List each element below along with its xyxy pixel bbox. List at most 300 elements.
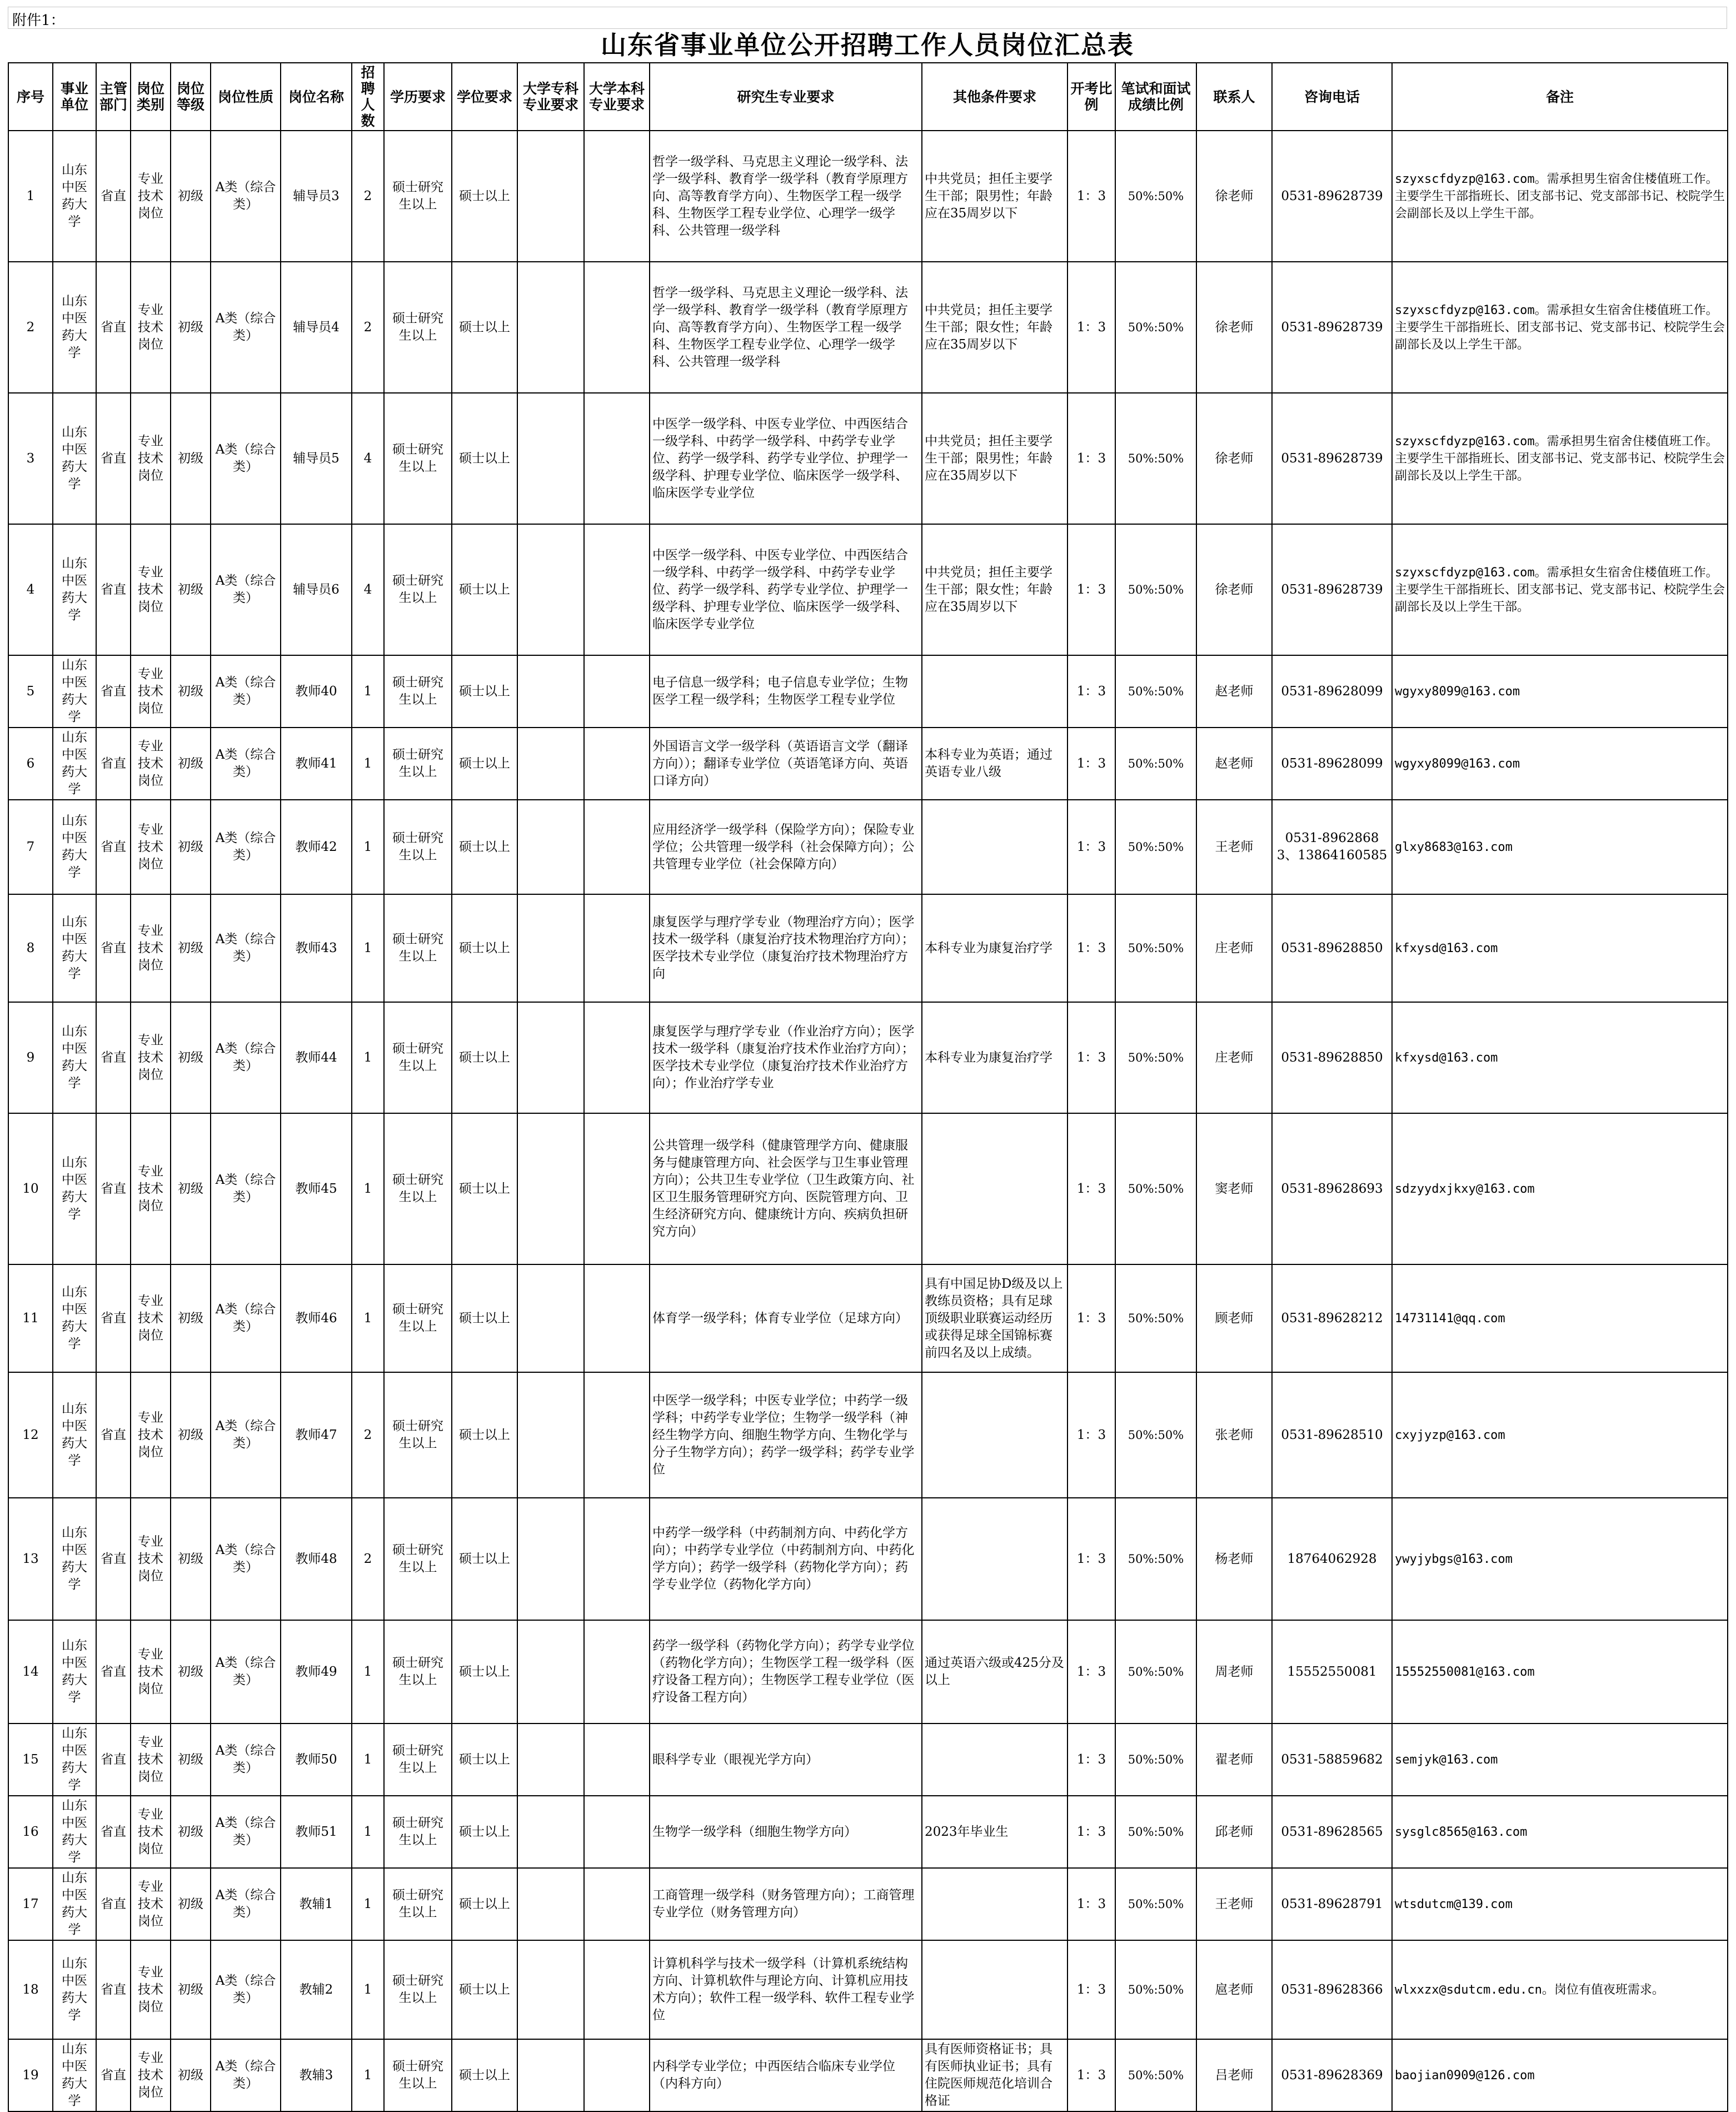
- cell-unit: 山东中医药大学: [53, 524, 96, 655]
- cell-phone: 18764062928: [1272, 1498, 1392, 1620]
- cell-dept: 省直: [96, 1620, 131, 1724]
- cell-college-major: [517, 1620, 584, 1724]
- cell-post-name: 教师41: [281, 728, 352, 800]
- cell-bachelor-major: [584, 1724, 650, 1796]
- cell-contact: 赵老师: [1196, 655, 1272, 728]
- cell-bachelor-major: [584, 393, 650, 524]
- cell-unit: 山东中医药大学: [53, 1113, 96, 1264]
- cell-score-ratio: 50%:50%: [1115, 1796, 1196, 1868]
- cell-count: 1: [352, 1264, 384, 1372]
- cell-contact: 徐老师: [1196, 524, 1272, 655]
- cell-contact: 窦老师: [1196, 1113, 1272, 1264]
- cell-dept: 省直: [96, 1113, 131, 1264]
- cell-degree: 硕士以上: [452, 1868, 517, 1940]
- cell-contact: 翟老师: [1196, 1724, 1272, 1796]
- cell-college-major: [517, 1498, 584, 1620]
- cell-exam-ratio: 1：3: [1067, 728, 1115, 800]
- cell-nature: A类（综合类）: [211, 1498, 281, 1620]
- cell-phone: 0531-89628739: [1272, 131, 1392, 262]
- cell-education: 硕士研究生以上: [384, 1002, 452, 1113]
- cell-category: 专业技术岗位: [131, 1620, 171, 1724]
- cell-count: 1: [352, 1620, 384, 1724]
- cell-score-ratio: 50%:50%: [1115, 800, 1196, 894]
- cell-category: 专业技术岗位: [131, 894, 171, 1002]
- cell-education: 硕士研究生以上: [384, 1620, 452, 1724]
- cell-unit: 山东中医药大学: [53, 1264, 96, 1372]
- cell-count: 1: [352, 1002, 384, 1113]
- cell-college-major: [517, 393, 584, 524]
- cell-phone: 15552550081: [1272, 1620, 1392, 1724]
- cell-serial: 2: [8, 262, 53, 393]
- cell-phone: 0531-89628693: [1272, 1113, 1392, 1264]
- cell-category: 专业技术岗位: [131, 1796, 171, 1868]
- cell-other-conditions: [922, 800, 1067, 894]
- column-header: 岗位等级: [171, 63, 211, 131]
- cell-score-ratio: 50%:50%: [1115, 524, 1196, 655]
- cell-contact: 庄老师: [1196, 894, 1272, 1002]
- table-row: [8, 1002, 1728, 1113]
- cell-score-ratio: 50%:50%: [1115, 1498, 1196, 1620]
- cell-graduate-major: 康复医学与理疗学专业（作业治疗方向）；医学技术一级学科（康复治疗技术作业治疗方向）；医学技术专业学位（康复治疗技术作业治疗方向）；作业治疗学专业: [650, 1002, 922, 1113]
- cell-degree: 硕士以上: [452, 1372, 517, 1498]
- header-row: [8, 63, 1728, 131]
- cell-nature: A类（综合类）: [211, 800, 281, 894]
- cell-post-name: 教师43: [281, 894, 352, 1002]
- cell-contact: 邱老师: [1196, 1796, 1272, 1868]
- cell-bachelor-major: [584, 1372, 650, 1498]
- cell-education: 硕士研究生以上: [384, 131, 452, 262]
- cell-other-conditions: [922, 1113, 1067, 1264]
- cell-degree: 硕士以上: [452, 1796, 517, 1868]
- cell-nature: A类（综合类）: [211, 1113, 281, 1264]
- cell-phone: 0531-89628739: [1272, 393, 1392, 524]
- cell-other-conditions: 具有中国足协D级及以上教练员资格；具有足球顶级职业联赛运动经历或获得足球全国锦标赛前四名及以上成绩。: [922, 1264, 1067, 1372]
- cell-category: 专业技术岗位: [131, 1498, 171, 1620]
- cell-serial: 10: [8, 1113, 53, 1264]
- cell-degree: 硕士以上: [452, 393, 517, 524]
- cell-graduate-major: 哲学一级学科、马克思主义理论一级学科、法学一级学科、教育学一级学科（教育学原理方向、高等教育学方向）、生物医学工程一级学科、生物医学工程专业学位、心理学一级学科、公共管理一级学科: [650, 262, 922, 393]
- cell-level: 初级: [171, 524, 211, 655]
- cell-score-ratio: 50%:50%: [1115, 262, 1196, 393]
- table-row: [8, 2039, 1728, 2111]
- cell-contact: 庄老师: [1196, 1002, 1272, 1113]
- cell-dept: 省直: [96, 1372, 131, 1498]
- cell-score-ratio: 50%:50%: [1115, 728, 1196, 800]
- cell-graduate-major: 体育学一级学科；体育专业学位（足球方向）: [650, 1264, 922, 1372]
- cell-count: 1: [352, 1940, 384, 2039]
- cell-level: 初级: [171, 1940, 211, 2039]
- cell-graduate-major: 中药学一级学科（中药制剂方向、中药化学方向）；中药学专业学位（中药制剂方向、中药化学方向）；药学一级学科（药物化学方向）；药学专业学位（药物化学方向）: [650, 1498, 922, 1620]
- cell-contact: 杨老师: [1196, 1498, 1272, 1620]
- cell-count: 2: [352, 1498, 384, 1620]
- cell-education: 硕士研究生以上: [384, 1498, 452, 1620]
- cell-other-conditions: 中共党员；担任主要学生干部；限女性；年龄应在35周岁以下: [922, 262, 1067, 393]
- cell-remark: glxy8683@163.com: [1392, 800, 1728, 894]
- cell-contact: 王老师: [1196, 1868, 1272, 1940]
- cell-graduate-major: 中医学一级学科；中医专业学位；中药学一级学科；中药学专业学位；生物学一级学科（神经生物学方向、细胞生物学方向、生物化学与分子生物学方向）；药学一级学科；药学专业学位: [650, 1372, 922, 1498]
- cell-serial: 12: [8, 1372, 53, 1498]
- cell-unit: 山东中医药大学: [53, 393, 96, 524]
- cell-unit: 山东中医药大学: [53, 800, 96, 894]
- cell-nature: A类（综合类）: [211, 728, 281, 800]
- cell-graduate-major: 计算机科学与技术一级学科（计算机系统结构方向、计算机软件与理论方向、计算机应用技术方向）；软件工程一级学科、软件工程专业学位: [650, 1940, 922, 2039]
- cell-bachelor-major: [584, 894, 650, 1002]
- cell-bachelor-major: [584, 524, 650, 655]
- table-row: [8, 894, 1728, 1002]
- cell-serial: 1: [8, 131, 53, 262]
- table-row: [8, 131, 1728, 262]
- cell-count: 1: [352, 894, 384, 1002]
- cell-category: 专业技术岗位: [131, 1724, 171, 1796]
- table-row: [8, 1620, 1728, 1724]
- cell-phone: 0531-89628850: [1272, 1002, 1392, 1113]
- table-row: [8, 1264, 1728, 1372]
- cell-serial: 7: [8, 800, 53, 894]
- cell-bachelor-major: [584, 262, 650, 393]
- cell-score-ratio: 50%:50%: [1115, 1724, 1196, 1796]
- cell-post-name: 教师44: [281, 1002, 352, 1113]
- cell-phone: 0531-89628212: [1272, 1264, 1392, 1372]
- cell-remark: kfxysd@163.com: [1392, 1002, 1728, 1113]
- cell-exam-ratio: 1：3: [1067, 131, 1115, 262]
- cell-count: 2: [352, 262, 384, 393]
- table-row: [8, 1940, 1728, 2039]
- cell-post-name: 辅导员6: [281, 524, 352, 655]
- cell-exam-ratio: 1：3: [1067, 1620, 1115, 1724]
- cell-serial: 3: [8, 393, 53, 524]
- cell-graduate-major: 中医学一级学科、中医专业学位、中西医结合一级学科、中药学一级学科、中药学专业学位、药学一级学科、药学专业学位、护理学一级学科、护理专业学位、临床医学一级学科、临床医学专业学位: [650, 524, 922, 655]
- cell-count: 1: [352, 1796, 384, 1868]
- cell-nature: A类（综合类）: [211, 262, 281, 393]
- cell-other-conditions: [922, 1498, 1067, 1620]
- table-row: [8, 1724, 1728, 1796]
- cell-serial: 9: [8, 1002, 53, 1113]
- cell-other-conditions: [922, 1868, 1067, 1940]
- cell-level: 初级: [171, 1113, 211, 1264]
- cell-degree: 硕士以上: [452, 1113, 517, 1264]
- cell-category: 专业技术岗位: [131, 1002, 171, 1113]
- cell-other-conditions: 中共党员；担任主要学生干部；限女性；年龄应在35周岁以下: [922, 524, 1067, 655]
- cell-exam-ratio: 1：3: [1067, 1940, 1115, 2039]
- cell-college-major: [517, 1796, 584, 1868]
- cell-graduate-major: 电子信息一级学科；电子信息专业学位；生物医学工程一级学科；生物医学工程专业学位: [650, 655, 922, 728]
- cell-exam-ratio: 1：3: [1067, 894, 1115, 1002]
- cell-other-conditions: [922, 1724, 1067, 1796]
- cell-remark: kfxysd@163.com: [1392, 894, 1728, 1002]
- cell-college-major: [517, 262, 584, 393]
- cell-remark: 15552550081@163.com: [1392, 1620, 1728, 1724]
- cell-education: 硕士研究生以上: [384, 2039, 452, 2111]
- column-header: 主管部门: [96, 63, 131, 131]
- cell-serial: 13: [8, 1498, 53, 1620]
- column-header: 岗位名称: [281, 63, 352, 131]
- table-row: [8, 1868, 1728, 1940]
- cell-college-major: [517, 1940, 584, 2039]
- cell-exam-ratio: 1：3: [1067, 1002, 1115, 1113]
- cell-dept: 省直: [96, 131, 131, 262]
- cell-degree: 硕士以上: [452, 894, 517, 1002]
- cell-exam-ratio: 1：3: [1067, 1372, 1115, 1498]
- cell-post-name: 教师47: [281, 1372, 352, 1498]
- cell-nature: A类（综合类）: [211, 894, 281, 1002]
- cell-nature: A类（综合类）: [211, 1002, 281, 1113]
- cell-remark: semjyk@163.com: [1392, 1724, 1728, 1796]
- column-header: 其他条件要求: [922, 63, 1067, 131]
- cell-dept: 省直: [96, 728, 131, 800]
- cell-count: 2: [352, 131, 384, 262]
- cell-nature: A类（综合类）: [211, 1372, 281, 1498]
- cell-score-ratio: 50%:50%: [1115, 1002, 1196, 1113]
- cell-other-conditions: 中共党员；担任主要学生干部；限男性；年龄应在35周岁以下: [922, 393, 1067, 524]
- cell-serial: 6: [8, 728, 53, 800]
- cell-college-major: [517, 1113, 584, 1264]
- cell-graduate-major: 工商管理一级学科（财务管理方向）；工商管理专业学位（财务管理方向）: [650, 1868, 922, 1940]
- cell-count: 2: [352, 1372, 384, 1498]
- cell-phone: 0531-58859682: [1272, 1724, 1392, 1796]
- cell-count: 1: [352, 800, 384, 894]
- cell-remark: sysglc8565@163.com: [1392, 1796, 1728, 1868]
- cell-contact: 赵老师: [1196, 728, 1272, 800]
- cell-category: 专业技术岗位: [131, 728, 171, 800]
- cell-dept: 省直: [96, 655, 131, 728]
- cell-nature: A类（综合类）: [211, 2039, 281, 2111]
- cell-category: 专业技术岗位: [131, 2039, 171, 2111]
- cell-education: 硕士研究生以上: [384, 1868, 452, 1940]
- column-header: 岗位类别: [131, 63, 171, 131]
- column-header: 备注: [1392, 63, 1728, 131]
- cell-bachelor-major: [584, 1264, 650, 1372]
- cell-level: 初级: [171, 1868, 211, 1940]
- cell-college-major: [517, 1868, 584, 1940]
- column-header: 大学本科专业要求: [584, 63, 650, 131]
- cell-phone: 0531-89628366: [1272, 1940, 1392, 2039]
- cell-dept: 省直: [96, 1868, 131, 1940]
- cell-category: 专业技术岗位: [131, 393, 171, 524]
- cell-remark: cxyjyzp@163.com: [1392, 1372, 1728, 1498]
- table-row: [8, 800, 1728, 894]
- table-row: [8, 393, 1728, 524]
- cell-exam-ratio: 1：3: [1067, 1498, 1115, 1620]
- table-row: [8, 1372, 1728, 1498]
- cell-remark: szyxscfdyzp@163.com。需承担女生宿舍住楼值班工作。主要学生干部指班长、团支部书记、党支部书记、校院学生会副部长及以上学生干部。: [1392, 262, 1728, 393]
- cell-score-ratio: 50%:50%: [1115, 393, 1196, 524]
- cell-serial: 11: [8, 1264, 53, 1372]
- cell-unit: 山东中医药大学: [53, 1002, 96, 1113]
- cell-phone: 0531-89628369: [1272, 2039, 1392, 2111]
- cell-count: 1: [352, 655, 384, 728]
- cell-level: 初级: [171, 1724, 211, 1796]
- cell-college-major: [517, 2039, 584, 2111]
- cell-degree: 硕士以上: [452, 655, 517, 728]
- cell-college-major: [517, 1372, 584, 1498]
- cell-category: 专业技术岗位: [131, 262, 171, 393]
- cell-exam-ratio: 1：3: [1067, 1113, 1115, 1264]
- cell-degree: 硕士以上: [452, 524, 517, 655]
- cell-count: 4: [352, 393, 384, 524]
- cell-bachelor-major: [584, 800, 650, 894]
- column-header: 笔试和面试成绩比例: [1115, 63, 1196, 131]
- cell-dept: 省直: [96, 262, 131, 393]
- cell-serial: 17: [8, 1868, 53, 1940]
- cell-graduate-major: 药学一级学科（药物化学方向）；药学专业学位（药物化学方向）；生物医学工程一级学科（医疗设备工程方向）；生物医学工程专业学位（医疗设备工程方向）: [650, 1620, 922, 1724]
- cell-level: 初级: [171, 1620, 211, 1724]
- cell-score-ratio: 50%:50%: [1115, 131, 1196, 262]
- cell-dept: 省直: [96, 524, 131, 655]
- cell-education: 硕士研究生以上: [384, 894, 452, 1002]
- cell-graduate-major: 外国语言文学一级学科（英语语言文学（翻译方向））；翻译专业学位（英语笔译方向、英语口译方向）: [650, 728, 922, 800]
- cell-remark: 14731141@qq.com: [1392, 1264, 1728, 1372]
- cell-post-name: 教师46: [281, 1264, 352, 1372]
- cell-bachelor-major: [584, 1796, 650, 1868]
- cell-post-name: 教师50: [281, 1724, 352, 1796]
- cell-nature: A类（综合类）: [211, 131, 281, 262]
- cell-level: 初级: [171, 1498, 211, 1620]
- cell-remark: baojian0909@126.com: [1392, 2039, 1728, 2111]
- cell-count: 1: [352, 728, 384, 800]
- cell-level: 初级: [171, 800, 211, 894]
- cell-level: 初级: [171, 262, 211, 393]
- cell-graduate-major: 公共管理一级学科（健康管理学方向、健康服务与健康管理方向、社会医学与卫生事业管理方向）；公共卫生专业学位（卫生政策方向、社区卫生服务管理研究方向、医院管理方向、卫生经济研究方向、健康统计方向、疾病负担研究方向）: [650, 1113, 922, 1264]
- cell-remark: ywyjybgs@163.com: [1392, 1498, 1728, 1620]
- cell-phone: 0531-89628565: [1272, 1796, 1392, 1868]
- cell-graduate-major: 哲学一级学科、马克思主义理论一级学科、法学一级学科、教育学一级学科（教育学原理方向、高等教育学方向）、生物医学工程一级学科、生物医学工程专业学位、心理学一级学科、公共管理一级学科: [650, 131, 922, 262]
- cell-other-conditions: 中共党员；担任主要学生干部；限男性；年龄应在35周岁以下: [922, 131, 1067, 262]
- cell-bachelor-major: [584, 1498, 650, 1620]
- cell-score-ratio: 50%:50%: [1115, 2039, 1196, 2111]
- cell-bachelor-major: [584, 728, 650, 800]
- cell-dept: 省直: [96, 1002, 131, 1113]
- cell-level: 初级: [171, 1372, 211, 1498]
- cell-serial: 5: [8, 655, 53, 728]
- cell-post-name: 教辅3: [281, 2039, 352, 2111]
- column-header: 大学专科专业要求: [517, 63, 584, 131]
- cell-category: 专业技术岗位: [131, 800, 171, 894]
- cell-score-ratio: 50%:50%: [1115, 655, 1196, 728]
- cell-education: 硕士研究生以上: [384, 393, 452, 524]
- cell-degree: 硕士以上: [452, 1264, 517, 1372]
- table-row: [8, 1498, 1728, 1620]
- column-header: 岗位性质: [211, 63, 281, 131]
- table-row: [8, 262, 1728, 393]
- cell-phone: 0531-89628850: [1272, 894, 1392, 1002]
- cell-category: 专业技术岗位: [131, 1113, 171, 1264]
- cell-score-ratio: 50%:50%: [1115, 1620, 1196, 1724]
- cell-serial: 8: [8, 894, 53, 1002]
- cell-education: 硕士研究生以上: [384, 1264, 452, 1372]
- cell-other-conditions: 本科专业为康复治疗学: [922, 1002, 1067, 1113]
- cell-graduate-major: 内科学专业学位；中西医结合临床专业学位（内科方向）: [650, 2039, 922, 2111]
- cell-unit: 山东中医药大学: [53, 131, 96, 262]
- cell-other-conditions: [922, 1940, 1067, 2039]
- cell-level: 初级: [171, 728, 211, 800]
- cell-bachelor-major: [584, 1113, 650, 1264]
- cell-contact: 吕老师: [1196, 2039, 1272, 2111]
- cell-post-name: 教师40: [281, 655, 352, 728]
- column-header: 联系人: [1196, 63, 1272, 131]
- cell-degree: 硕士以上: [452, 1002, 517, 1113]
- cell-other-conditions: 通过英语六级或425分及以上: [922, 1620, 1067, 1724]
- cell-degree: 硕士以上: [452, 262, 517, 393]
- cell-post-name: 辅导员3: [281, 131, 352, 262]
- cell-other-conditions: 具有医师资格证书；具有医师执业证书；具有住院医师规范化培训合格证: [922, 2039, 1067, 2111]
- cell-phone: 0531-89628099: [1272, 655, 1392, 728]
- attachment-label: 附件1：: [12, 12, 65, 29]
- cell-post-name: 教师42: [281, 800, 352, 894]
- cell-bachelor-major: [584, 131, 650, 262]
- cell-exam-ratio: 1：3: [1067, 655, 1115, 728]
- cell-level: 初级: [171, 655, 211, 728]
- cell-exam-ratio: 1：3: [1067, 393, 1115, 524]
- cell-count: 1: [352, 2039, 384, 2111]
- column-header: 招聘人数: [352, 63, 384, 131]
- table-row: [8, 1113, 1728, 1264]
- cell-post-name: 教师49: [281, 1620, 352, 1724]
- cell-exam-ratio: 1：3: [1067, 262, 1115, 393]
- cell-post-name: 教辅2: [281, 1940, 352, 2039]
- cell-other-conditions: [922, 1372, 1067, 1498]
- cell-degree: 硕士以上: [452, 2039, 517, 2111]
- cell-phone: 0531-89628510: [1272, 1372, 1392, 1498]
- cell-phone: 0531-89628683、13864160585: [1272, 800, 1392, 894]
- cell-score-ratio: 50%:50%: [1115, 1940, 1196, 2039]
- cell-count: 1: [352, 1113, 384, 1264]
- cell-nature: A类（综合类）: [211, 1264, 281, 1372]
- cell-level: 初级: [171, 131, 211, 262]
- cell-remark: sdzyydxjkxy@163.com: [1392, 1113, 1728, 1264]
- cell-education: 硕士研究生以上: [384, 1372, 452, 1498]
- cell-score-ratio: 50%:50%: [1115, 1372, 1196, 1498]
- cell-dept: 省直: [96, 1796, 131, 1868]
- cell-bachelor-major: [584, 2039, 650, 2111]
- cell-college-major: [517, 1002, 584, 1113]
- cell-score-ratio: 50%:50%: [1115, 1264, 1196, 1372]
- cell-post-name: 教师48: [281, 1498, 352, 1620]
- cell-other-conditions: 本科专业为英语；通过英语专业八级: [922, 728, 1067, 800]
- cell-bachelor-major: [584, 1002, 650, 1113]
- cell-college-major: [517, 524, 584, 655]
- cell-exam-ratio: 1：3: [1067, 1868, 1115, 1940]
- cell-unit: 山东中医药大学: [53, 1940, 96, 2039]
- cell-bachelor-major: [584, 655, 650, 728]
- cell-category: 专业技术岗位: [131, 1372, 171, 1498]
- cell-other-conditions: 本科专业为康复治疗学: [922, 894, 1067, 1002]
- cell-education: 硕士研究生以上: [384, 262, 452, 393]
- cell-category: 专业技术岗位: [131, 655, 171, 728]
- cell-dept: 省直: [96, 1724, 131, 1796]
- cell-dept: 省直: [96, 1264, 131, 1372]
- cell-contact: 徐老师: [1196, 262, 1272, 393]
- cell-degree: 硕士以上: [452, 1940, 517, 2039]
- cell-exam-ratio: 1：3: [1067, 1796, 1115, 1868]
- cell-serial: 19: [8, 2039, 53, 2111]
- cell-score-ratio: 50%:50%: [1115, 1113, 1196, 1264]
- cell-dept: 省直: [96, 393, 131, 524]
- table-row: [8, 524, 1728, 655]
- cell-education: 硕士研究生以上: [384, 1724, 452, 1796]
- cell-unit: 山东中医药大学: [53, 2039, 96, 2111]
- cell-category: 专业技术岗位: [131, 1868, 171, 1940]
- cell-bachelor-major: [584, 1940, 650, 2039]
- cell-unit: 山东中医药大学: [53, 262, 96, 393]
- cell-degree: 硕士以上: [452, 1620, 517, 1724]
- cell-nature: A类（综合类）: [211, 1868, 281, 1940]
- cell-graduate-major: 眼科学专业（眼视光学方向）: [650, 1724, 922, 1796]
- cell-college-major: [517, 894, 584, 1002]
- cell-education: 硕士研究生以上: [384, 728, 452, 800]
- cell-level: 初级: [171, 1264, 211, 1372]
- cell-nature: A类（综合类）: [211, 1724, 281, 1796]
- cell-serial: 14: [8, 1620, 53, 1724]
